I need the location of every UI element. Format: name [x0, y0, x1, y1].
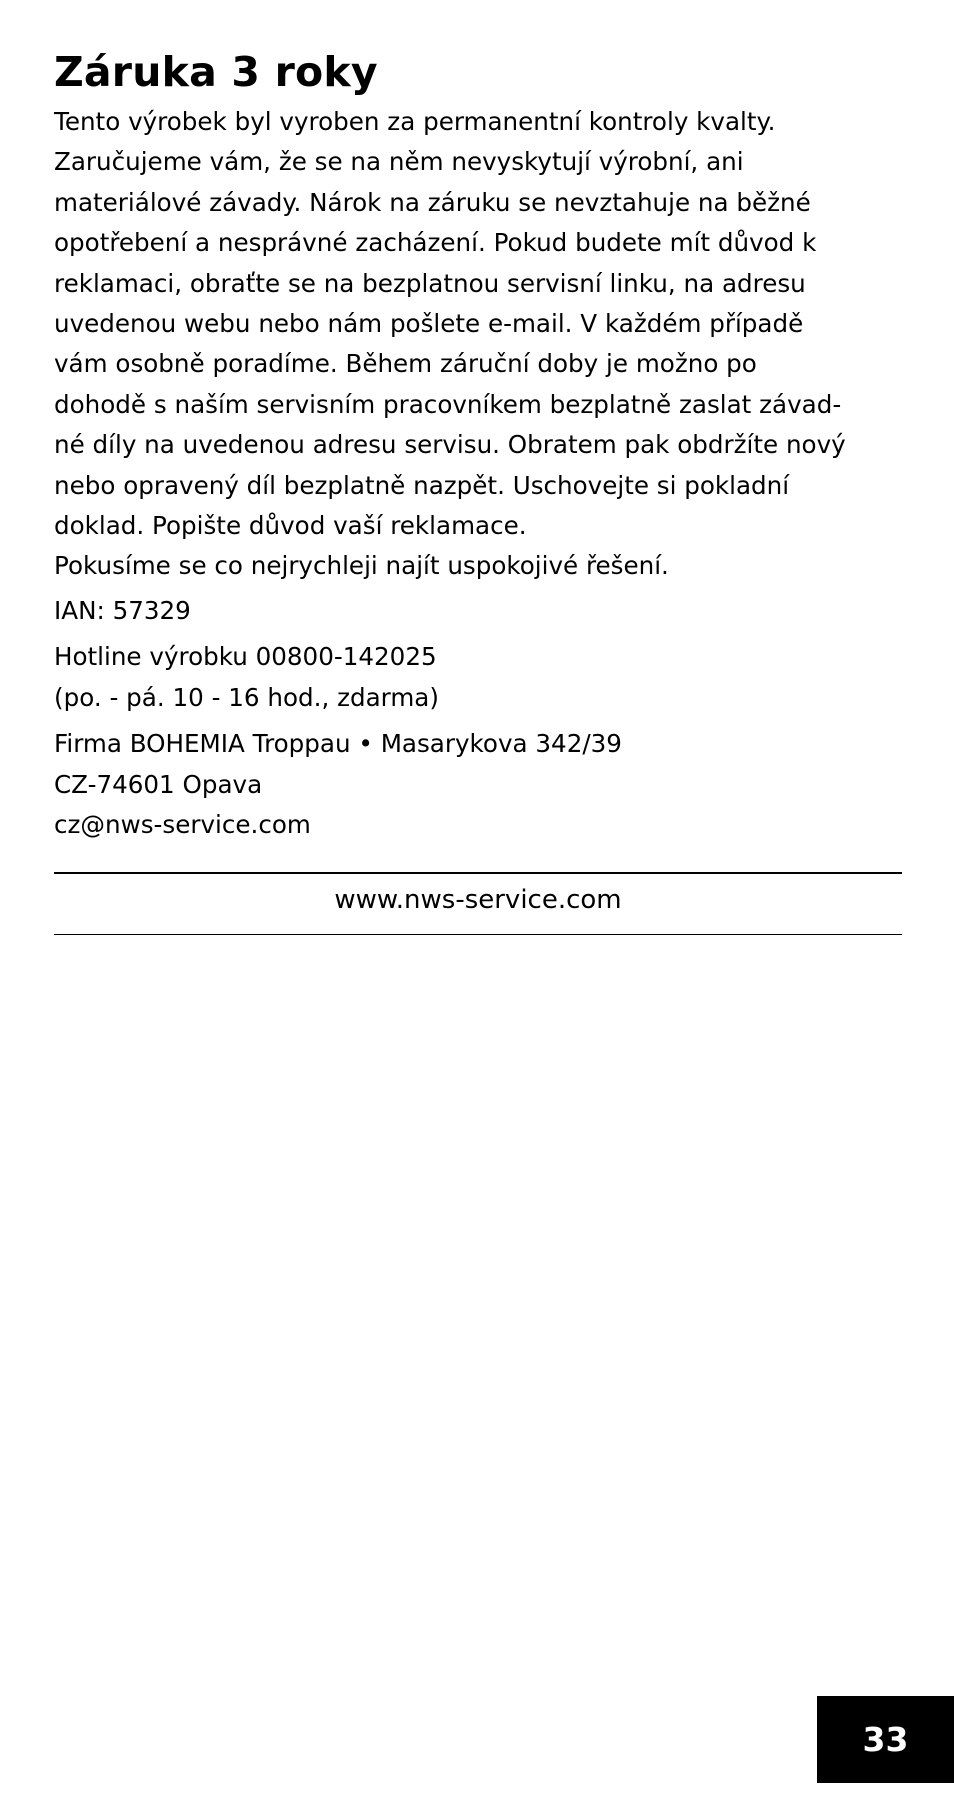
body-line: dohodě s naším servisním pracovníkem bezplatně zaslat závad- — [54, 389, 842, 419]
body-line: materiálové závady. Nárok na záruku se nevztahuje na běžné — [54, 187, 811, 217]
email-link[interactable]: cz@nws-service.com — [54, 809, 311, 839]
page-title: Záruka 3 roky — [54, 48, 378, 96]
body-line: opotřebení a nesprávné zacházení. Pokud budete mít důvod k — [54, 228, 817, 258]
warranty-body-text — [54, 102, 902, 587]
body-line: nebo opravený díl bezplatně nazpět. Uschovejte si pokladní — [54, 470, 790, 500]
ian-number: IAN: 57329 — [54, 595, 191, 625]
body-line: doklad. Popište důvod vaší reklamace. — [54, 511, 527, 541]
body-line: né díly na uvedenou adresu servisu. Obratem pak obdržíte nový — [54, 430, 846, 460]
address-block — [54, 724, 902, 845]
hotline-block — [54, 637, 902, 718]
company-city: CZ-74601 Opava — [54, 769, 263, 799]
body-line: Tento výrobek byl vyroben za permanentní kontroly kvalty. — [54, 107, 776, 136]
body-line: uvedenou webu nebo nám pošlete e-mail. V každém případě — [54, 309, 804, 339]
hotline-number: Hotline výrobku 00800-142025 — [54, 642, 437, 672]
company-street: Firma BOHEMIA Troppau • Masarykova 342/39 — [54, 729, 622, 759]
closing-line: Pokusíme se co nejrychleji najít uspokojivé řešení. — [54, 551, 669, 581]
website-link[interactable]: www.nws-service.com — [334, 885, 622, 915]
hotline-hours: (po. - pá. 10 - 16 hod., zdarma) — [54, 682, 439, 712]
body-line: vám osobně poradíme. Během záruční doby je možno po — [54, 349, 757, 379]
top-divider — [54, 872, 902, 874]
warranty-section — [54, 44, 902, 845]
body-line: reklamaci, obraťte se na bezplatnou servisní linku, na adresu — [54, 268, 806, 298]
page-number: 33 — [817, 1696, 954, 1783]
body-line: Zaručujeme vám, že se na něm nevyskytují výrobní, ani — [54, 147, 744, 177]
bottom-divider — [54, 934, 902, 935]
